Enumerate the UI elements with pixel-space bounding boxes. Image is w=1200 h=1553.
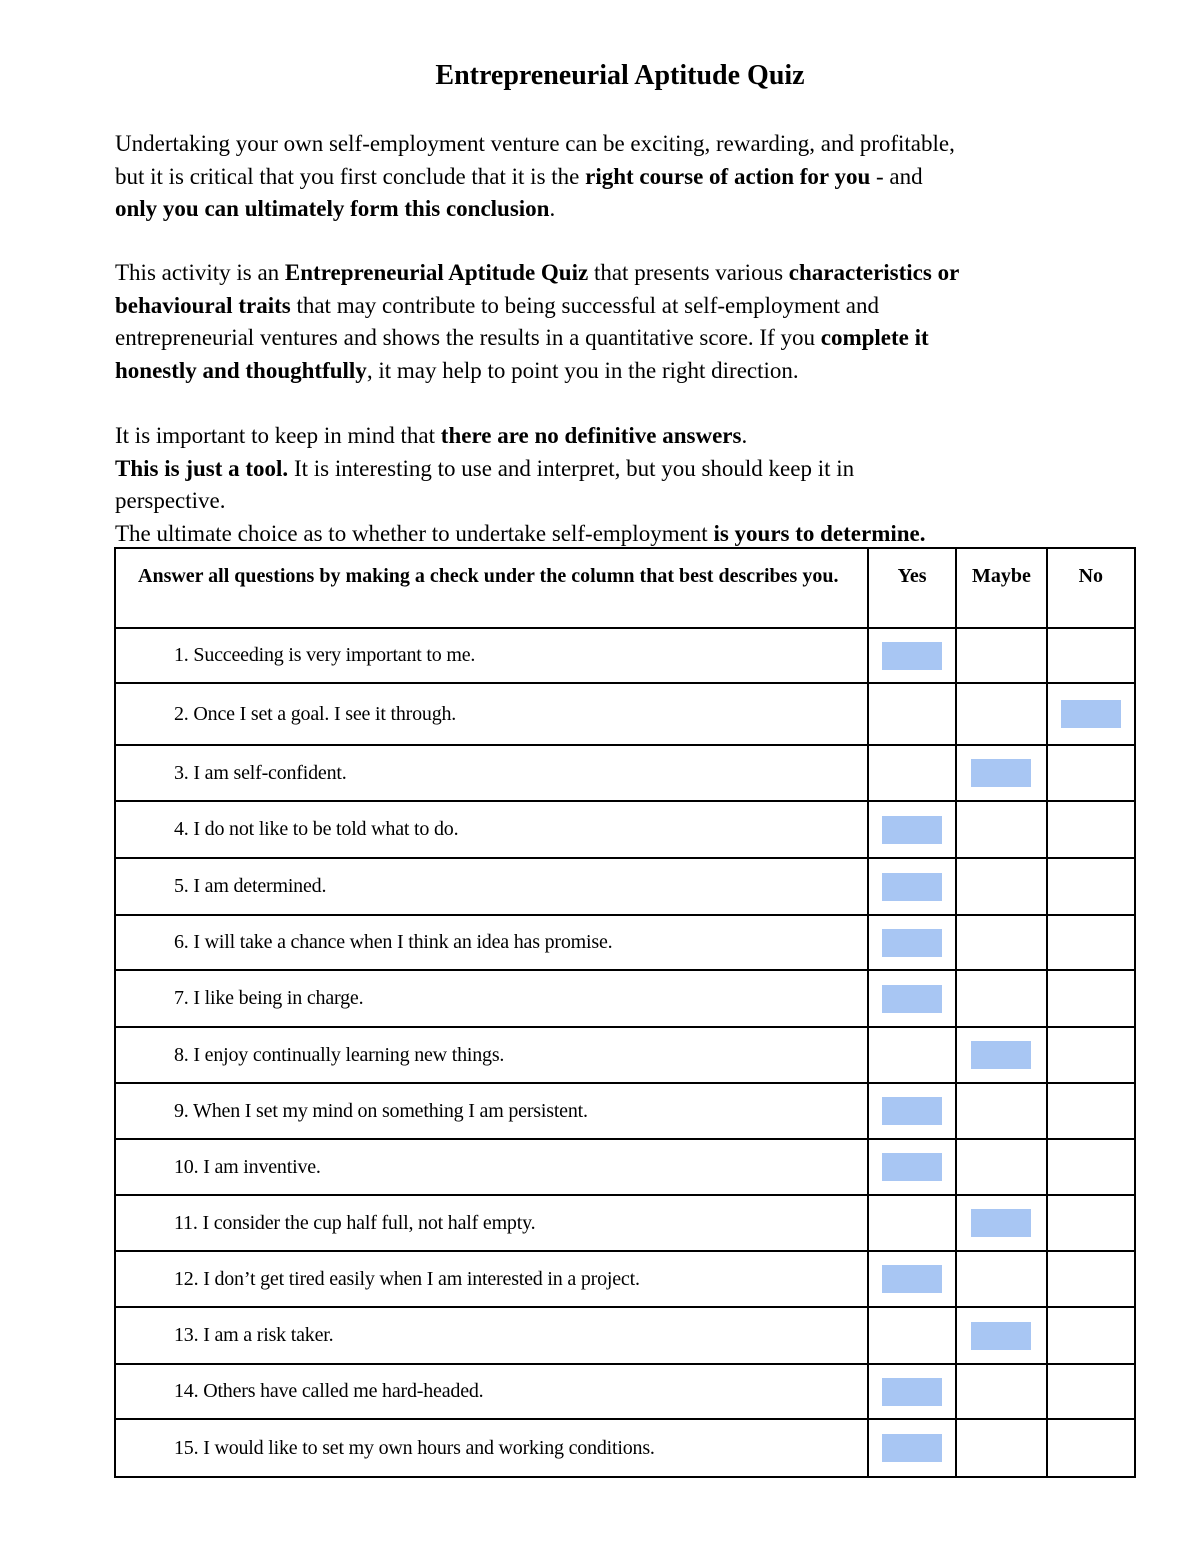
answer-cell-no[interactable] [1047, 1027, 1135, 1083]
answer-cell-yes[interactable] [868, 858, 956, 915]
answer-cell-yes[interactable] [868, 1364, 956, 1419]
intro-text-segment: that may contribute to being successful at self-employment and [290, 292, 879, 318]
check-mark-field[interactable] [971, 1041, 1031, 1069]
quiz-row [115, 1027, 1135, 1083]
check-mark-field[interactable] [882, 642, 942, 670]
check-mark-field[interactable] [971, 759, 1031, 787]
quiz-row [115, 970, 1135, 1027]
check-mark-field[interactable] [1061, 700, 1121, 728]
intro-text-segment: perspective. [115, 488, 226, 513]
quiz-table [114, 547, 1136, 1478]
answer-cell-yes[interactable] [868, 1195, 956, 1251]
check-mark-field[interactable] [882, 873, 942, 901]
intro-text-segment: Undertaking your own self-employment venture can be exciting, rewarding, and profitable, [115, 131, 955, 156]
check-mark-field[interactable] [882, 1153, 942, 1181]
answer-cell-yes[interactable] [868, 628, 956, 683]
question-text: 4. I do not like to be told what to do. [115, 801, 868, 858]
answer-cell-maybe[interactable] [956, 858, 1046, 915]
intro-text-segment: This activity is an [115, 260, 285, 285]
answer-cell-maybe[interactable] [956, 915, 1046, 970]
intro-text-segment: there are no definitive answers [440, 423, 742, 448]
instruction-header: Answer all questions by making a check under the column that best describes you. [115, 548, 868, 628]
check-mark-field[interactable] [882, 929, 942, 957]
answer-cell-no[interactable] [1047, 1307, 1135, 1364]
answer-cell-no[interactable] [1047, 745, 1135, 801]
intro-text-segment: but it is critical that you first conclude that it is the [115, 163, 586, 189]
intro-text-segment: . [741, 423, 748, 448]
answer-cell-no[interactable] [1047, 1419, 1135, 1477]
question-text: 13. I am a risk taker. [115, 1307, 868, 1364]
answer-cell-maybe[interactable] [956, 970, 1046, 1027]
answer-cell-yes[interactable] [868, 745, 956, 801]
question-text: 9. When I set my mind on something I am persistent. [115, 1083, 868, 1139]
intro-text-segment: only you can ultimately form this conclusion [115, 196, 550, 221]
intro-text-segment: This is just a tool. [115, 455, 289, 481]
answer-cell-maybe[interactable] [956, 1364, 1046, 1419]
intro-text-segment: The ultimate choice as to whether to undertake self-employment [115, 520, 714, 546]
answer-cell-maybe[interactable] [956, 745, 1046, 801]
quiz-row [115, 858, 1135, 915]
column-header-no: No [1047, 548, 1135, 628]
answer-cell-no[interactable] [1047, 1195, 1135, 1251]
intro-text-segment: entrepreneurial ventures and shows the results in a quantitative score. If you [115, 325, 821, 350]
intro-text-segment: , it may help to point you in the right direction. [366, 357, 799, 383]
check-mark-field[interactable] [882, 1265, 942, 1293]
answer-cell-maybe[interactable] [956, 1195, 1046, 1251]
answer-cell-no[interactable] [1047, 858, 1135, 915]
intro-paragraph-2 [115, 257, 1145, 387]
answer-cell-maybe[interactable] [956, 801, 1046, 858]
answer-cell-yes[interactable] [868, 1419, 956, 1477]
intro-text-segment: It is interesting to use and interpret, but you should keep it in [288, 455, 855, 481]
check-mark-field[interactable] [882, 816, 942, 844]
quiz-row [115, 1419, 1135, 1477]
check-mark-field[interactable] [882, 1434, 942, 1462]
intro-text-segment: Entrepreneurial Aptitude Quiz [284, 260, 589, 285]
intro-text-segment: behavioural traits [115, 292, 291, 318]
question-text: 14. Others have called me hard-headed. [115, 1364, 868, 1419]
answer-cell-maybe[interactable] [956, 1419, 1046, 1477]
page-title: Entrepreneurial Aptitude Quiz [435, 60, 805, 91]
column-header-maybe: Maybe [956, 548, 1046, 628]
answer-cell-maybe[interactable] [956, 683, 1046, 745]
quiz-row [115, 801, 1135, 858]
answer-cell-yes[interactable] [868, 1027, 956, 1083]
quiz-row [115, 1083, 1135, 1139]
answer-cell-maybe[interactable] [956, 628, 1046, 683]
check-mark-field[interactable] [971, 1209, 1031, 1237]
answer-cell-yes[interactable] [868, 1139, 956, 1195]
question-text: 2. Once I set a goal. I see it through. [115, 683, 868, 745]
answer-cell-yes[interactable] [868, 683, 956, 745]
answer-cell-no[interactable] [1047, 628, 1135, 683]
quiz-row [115, 1251, 1135, 1307]
question-text: 10. I am inventive. [115, 1139, 868, 1195]
intro-text-segment: . [549, 196, 556, 221]
answer-cell-maybe[interactable] [956, 1251, 1046, 1307]
question-text: 3. I am self-confident. [115, 745, 868, 801]
answer-cell-no[interactable] [1047, 970, 1135, 1027]
quiz-row [115, 745, 1135, 801]
intro-text-segment: - and [870, 163, 923, 189]
answer-cell-yes[interactable] [868, 801, 956, 858]
question-text: 8. I enjoy continually learning new things. [115, 1027, 868, 1083]
quiz-row [115, 683, 1135, 745]
answer-cell-no[interactable] [1047, 1364, 1135, 1419]
answer-cell-maybe[interactable] [956, 1139, 1046, 1195]
intro-text-segment: complete it [820, 325, 929, 350]
answer-cell-yes[interactable] [868, 1251, 956, 1307]
intro-text-segment: right course of action for you [585, 163, 871, 189]
answer-cell-yes[interactable] [868, 970, 956, 1027]
intro-text-segment: that presents various [588, 260, 789, 285]
check-mark-field[interactable] [882, 1097, 942, 1125]
question-text: 1. Succeeding is very important to me. [115, 628, 868, 683]
quiz-row [115, 1195, 1135, 1251]
question-text: 5. I am determined. [115, 858, 868, 915]
quiz-row [115, 628, 1135, 683]
answer-cell-maybe[interactable] [956, 1027, 1046, 1083]
answer-cell-maybe[interactable] [956, 1307, 1046, 1364]
question-text: 12. I don’t get tired easily when I am interested in a project. [115, 1251, 868, 1307]
question-text: 6. I will take a chance when I think an idea has promise. [115, 915, 868, 970]
answer-cell-no[interactable] [1047, 683, 1135, 745]
answer-cell-no[interactable] [1047, 915, 1135, 970]
answer-cell-yes[interactable] [868, 915, 956, 970]
answer-cell-no[interactable] [1047, 1139, 1135, 1195]
quiz-body [115, 628, 1135, 1477]
answer-cell-maybe[interactable] [956, 1083, 1046, 1139]
check-mark-field[interactable] [882, 1378, 942, 1406]
check-mark-field[interactable] [971, 1322, 1031, 1350]
quiz-row [115, 1307, 1135, 1364]
quiz-row [115, 1139, 1135, 1195]
answer-cell-yes[interactable] [868, 1307, 956, 1364]
column-header-yes: Yes [868, 548, 956, 628]
question-text: 11. I consider the cup half full, not half empty. [115, 1195, 868, 1251]
answer-cell-no[interactable] [1047, 1083, 1135, 1139]
quiz-header-row [115, 548, 1135, 628]
intro-text-segment: characteristics or [788, 260, 960, 285]
question-text: 15. I would like to set my own hours and working conditions. [115, 1419, 868, 1477]
quiz-row [115, 1364, 1135, 1419]
intro-text-segment: honestly and thoughtfully [115, 357, 367, 383]
question-text: 7. I like being in charge. [115, 970, 868, 1027]
intro-paragraph-1 [115, 128, 1145, 226]
intro-text-segment: is yours to determine. [713, 520, 926, 546]
intro-text-segment: It is important to keep in mind that [115, 423, 441, 448]
quiz-row [115, 915, 1135, 970]
answer-cell-no[interactable] [1047, 801, 1135, 858]
answer-cell-no[interactable] [1047, 1251, 1135, 1307]
intro-paragraph-3 [115, 420, 1145, 550]
answer-cell-yes[interactable] [868, 1083, 956, 1139]
check-mark-field[interactable] [882, 985, 942, 1013]
